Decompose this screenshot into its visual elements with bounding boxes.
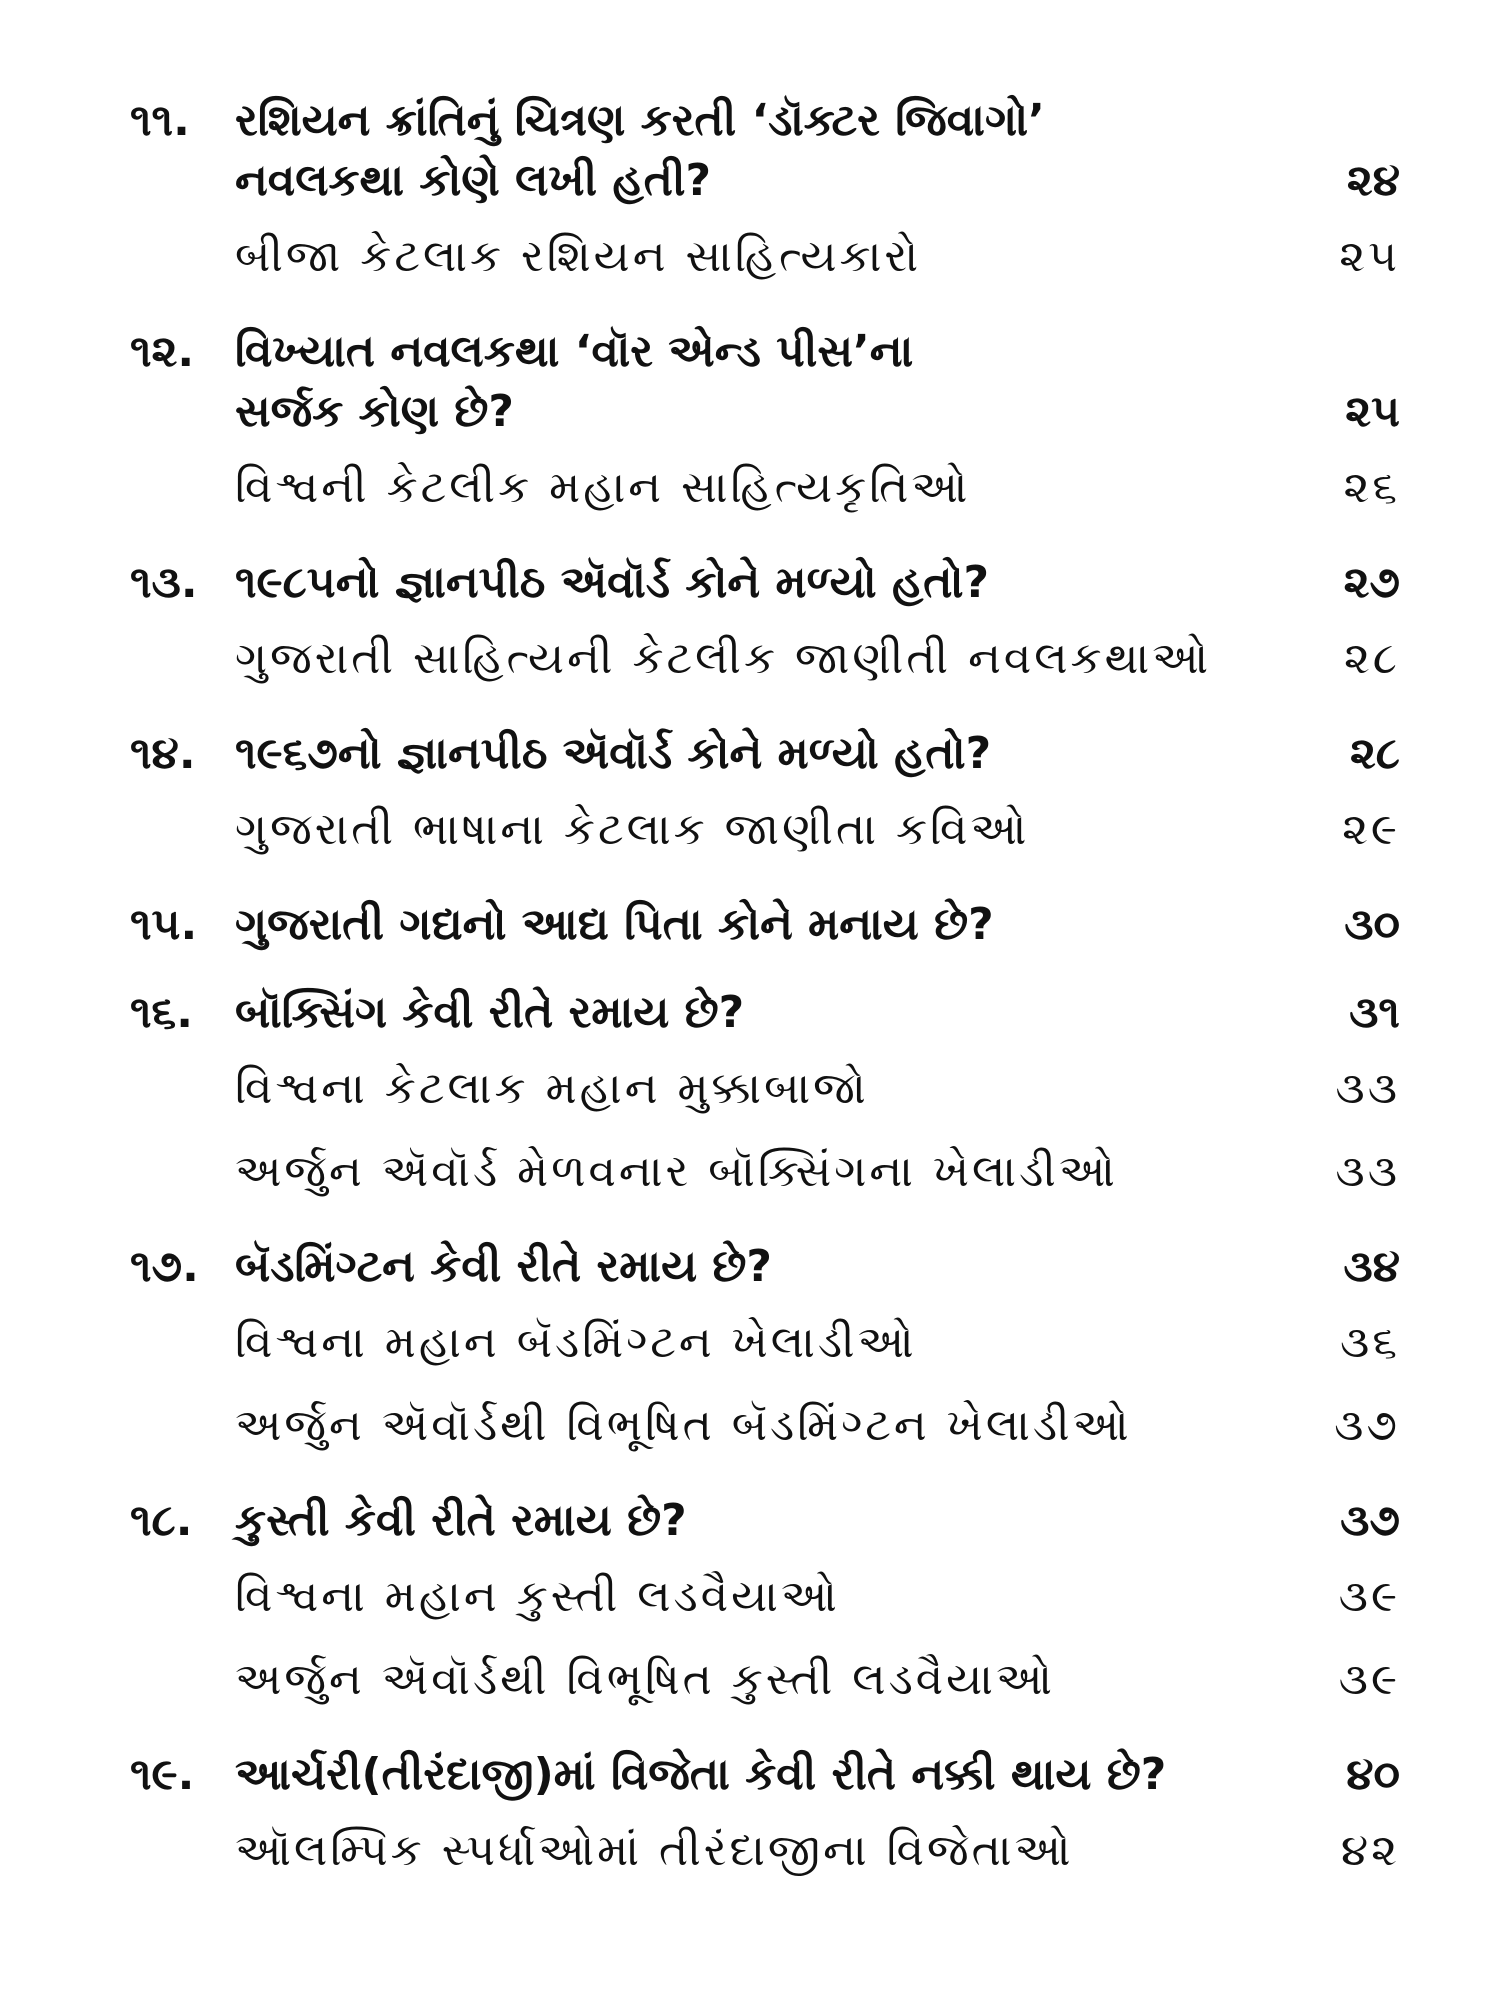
- subentry-page-number: ૩૬: [1340, 1317, 1400, 1368]
- toc-entry-14: [130, 728, 1400, 871]
- entry-question-row: [130, 1495, 1400, 1555]
- entry-page-number: ૨૭: [1343, 557, 1400, 608]
- entry-question-row: [130, 326, 1400, 386]
- entry-question-row: [130, 557, 1400, 617]
- subentry-row: [130, 1555, 1400, 1638]
- entry-page-number: ૩૭: [1340, 1495, 1400, 1546]
- subentry-title: અર્જુન ઍવૉર્ડથી વિભૂષિત બૅડમિંગ્ટન ખેલાડીઓ: [235, 1400, 1132, 1451]
- subentry-page-number: ૩૩: [1335, 1146, 1400, 1197]
- subentry-row: [130, 1384, 1400, 1467]
- entry-page-number: ૨૪: [1346, 155, 1400, 206]
- entry-number: ૧૩.: [130, 557, 198, 608]
- subentry-row: [130, 1809, 1400, 1892]
- entry-question-row: [130, 899, 1400, 959]
- entry-number: ૧૭.: [130, 1241, 199, 1292]
- entry-title-line2: નવલકથા કોણે લખી હતી?: [235, 155, 712, 206]
- entry-page-number: ૩૪: [1343, 1241, 1400, 1292]
- subentry-page-number: ૨૬: [1343, 462, 1400, 513]
- subentry-row: [130, 446, 1400, 529]
- subentry-page-number: ૨૮: [1343, 633, 1400, 684]
- entry-title-line2: સર્જક કોણ છે?: [235, 386, 514, 437]
- subentry-row: [130, 1130, 1400, 1213]
- subentry-title: બીજા કેટલાક રશિયન સાહિત્યકારો: [235, 231, 922, 282]
- subentry-title: અર્જુન ઍવૉર્ડ મેળવનાર બૉક્સિંગના ખેલાડીઓ: [235, 1146, 1118, 1197]
- entry-title: કુસ્તી કેવી રીતે રમાય છે?: [235, 1495, 687, 1546]
- toc-entry-15: [130, 899, 1400, 959]
- entry-number: ૧૮.: [130, 1495, 193, 1546]
- entry-title: ગુજરાતી ગદ્યનો આદ્ય પિતા કોને મનાય છે?: [235, 899, 994, 950]
- subentry-title: વિશ્વની કેટલીક મહાન સાહિત્યકૃતિઓ: [235, 462, 971, 513]
- subentry-row: [130, 617, 1400, 700]
- entry-page-number: ૪૦: [1346, 1749, 1400, 1800]
- entry-question-row: [130, 95, 1400, 155]
- subentry-title: વિશ્વના કેટલાક મહાન મુક્કાબાજો: [235, 1063, 869, 1114]
- entry-question-row: [130, 728, 1400, 788]
- subentry-row: [130, 1301, 1400, 1384]
- subentry-title: ઑલમ્પિક સ્પર્ધાઓમાં તીરંદાજીના વિજેતાઓ: [235, 1825, 1074, 1876]
- entry-title: ૧૯૬૭નો જ્ઞાનપીઠ ઍવૉર્ડ કોને મળ્યો હતો?: [235, 728, 992, 779]
- entry-title: બૉક્સિંગ કેવી રીતે રમાય છે?: [235, 987, 745, 1038]
- subentry-row: [130, 215, 1400, 298]
- entry-title: આર્ચરી(તીરંદાજી)માં વિજેતા કેવી રીતે નક્કી થાય છે?: [235, 1749, 1167, 1800]
- entry-number: ૧૫.: [130, 899, 198, 950]
- entry-number: ૧૧.: [130, 95, 190, 146]
- subentry-page-number: ૩૯: [1338, 1654, 1400, 1705]
- toc-entry-13: [130, 557, 1400, 700]
- entry-number: ૧૯.: [130, 1749, 195, 1800]
- entry-question-row: [130, 1749, 1400, 1809]
- entry-page-number: ૩૦: [1344, 899, 1400, 950]
- entry-title: ૧૯૮૫નો જ્ઞાનપીઠ ઍવૉર્ડ કોને મળ્યો હતો?: [235, 557, 989, 608]
- entry-question-row: [130, 386, 1400, 446]
- entry-page-number: ૩૧: [1349, 987, 1400, 1038]
- subentry-title: ગુજરાતી ભાષાના કેટલાક જાણીતા કવિઓ: [235, 804, 1030, 855]
- toc-entry-17: [130, 1241, 1400, 1467]
- entry-title-line1: વિખ્યાત નવલકથા ‘વૉર એન્ડ પીસ’ના: [235, 326, 914, 377]
- toc-entry-16: [130, 987, 1400, 1213]
- entry-number: ૧૪.: [130, 728, 196, 779]
- subentry-page-number: ૩૭: [1334, 1400, 1400, 1451]
- subentry-title: અર્જુન ઍવૉર્ડથી વિભૂષિત કુસ્તી લડવૈયાઓ: [235, 1654, 1055, 1705]
- entry-title-line1: રશિયન ક્રાંતિનું ચિત્રણ કરતી ‘ડૉક્ટર જિવાગો’: [235, 95, 1045, 146]
- subentry-page-number: ૪૨: [1340, 1825, 1400, 1876]
- entry-question-row: [130, 155, 1400, 215]
- entry-title: બૅડમિંગ્ટન કેવી રીતે રમાય છે?: [235, 1241, 772, 1292]
- entry-page-number: ૨૫: [1345, 386, 1400, 437]
- entry-question-row: [130, 1241, 1400, 1301]
- subentry-row: [130, 788, 1400, 871]
- subentry-title: વિશ્વના મહાન કુસ્તી લડવૈયાઓ: [235, 1571, 840, 1622]
- toc-entry-19: [130, 1749, 1400, 1892]
- toc-entry-12: [130, 326, 1400, 529]
- subentry-row: [130, 1047, 1400, 1130]
- subentry-page-number: ૨૫: [1339, 231, 1400, 282]
- table-of-contents: [130, 95, 1400, 1920]
- subentry-page-number: ૩૩: [1335, 1063, 1400, 1114]
- entry-question-row: [130, 987, 1400, 1047]
- entry-number: ૧૬.: [130, 987, 193, 1038]
- toc-entry-11: [130, 95, 1400, 298]
- subentry-title: વિશ્વના મહાન બૅડમિંગ્ટન ખેલાડીઓ: [235, 1317, 917, 1368]
- toc-entry-18: [130, 1495, 1400, 1721]
- entry-number: ૧૨.: [130, 326, 195, 377]
- subentry-page-number: ૩૯: [1338, 1571, 1400, 1622]
- entry-page-number: ૨૮: [1349, 728, 1400, 779]
- subentry-title: ગુજરાતી સાહિત્યની કેટલીક જાણીતી નવલકથાઓ: [235, 633, 1212, 684]
- subentry-row: [130, 1638, 1400, 1721]
- subentry-page-number: ૨૯: [1342, 804, 1400, 855]
